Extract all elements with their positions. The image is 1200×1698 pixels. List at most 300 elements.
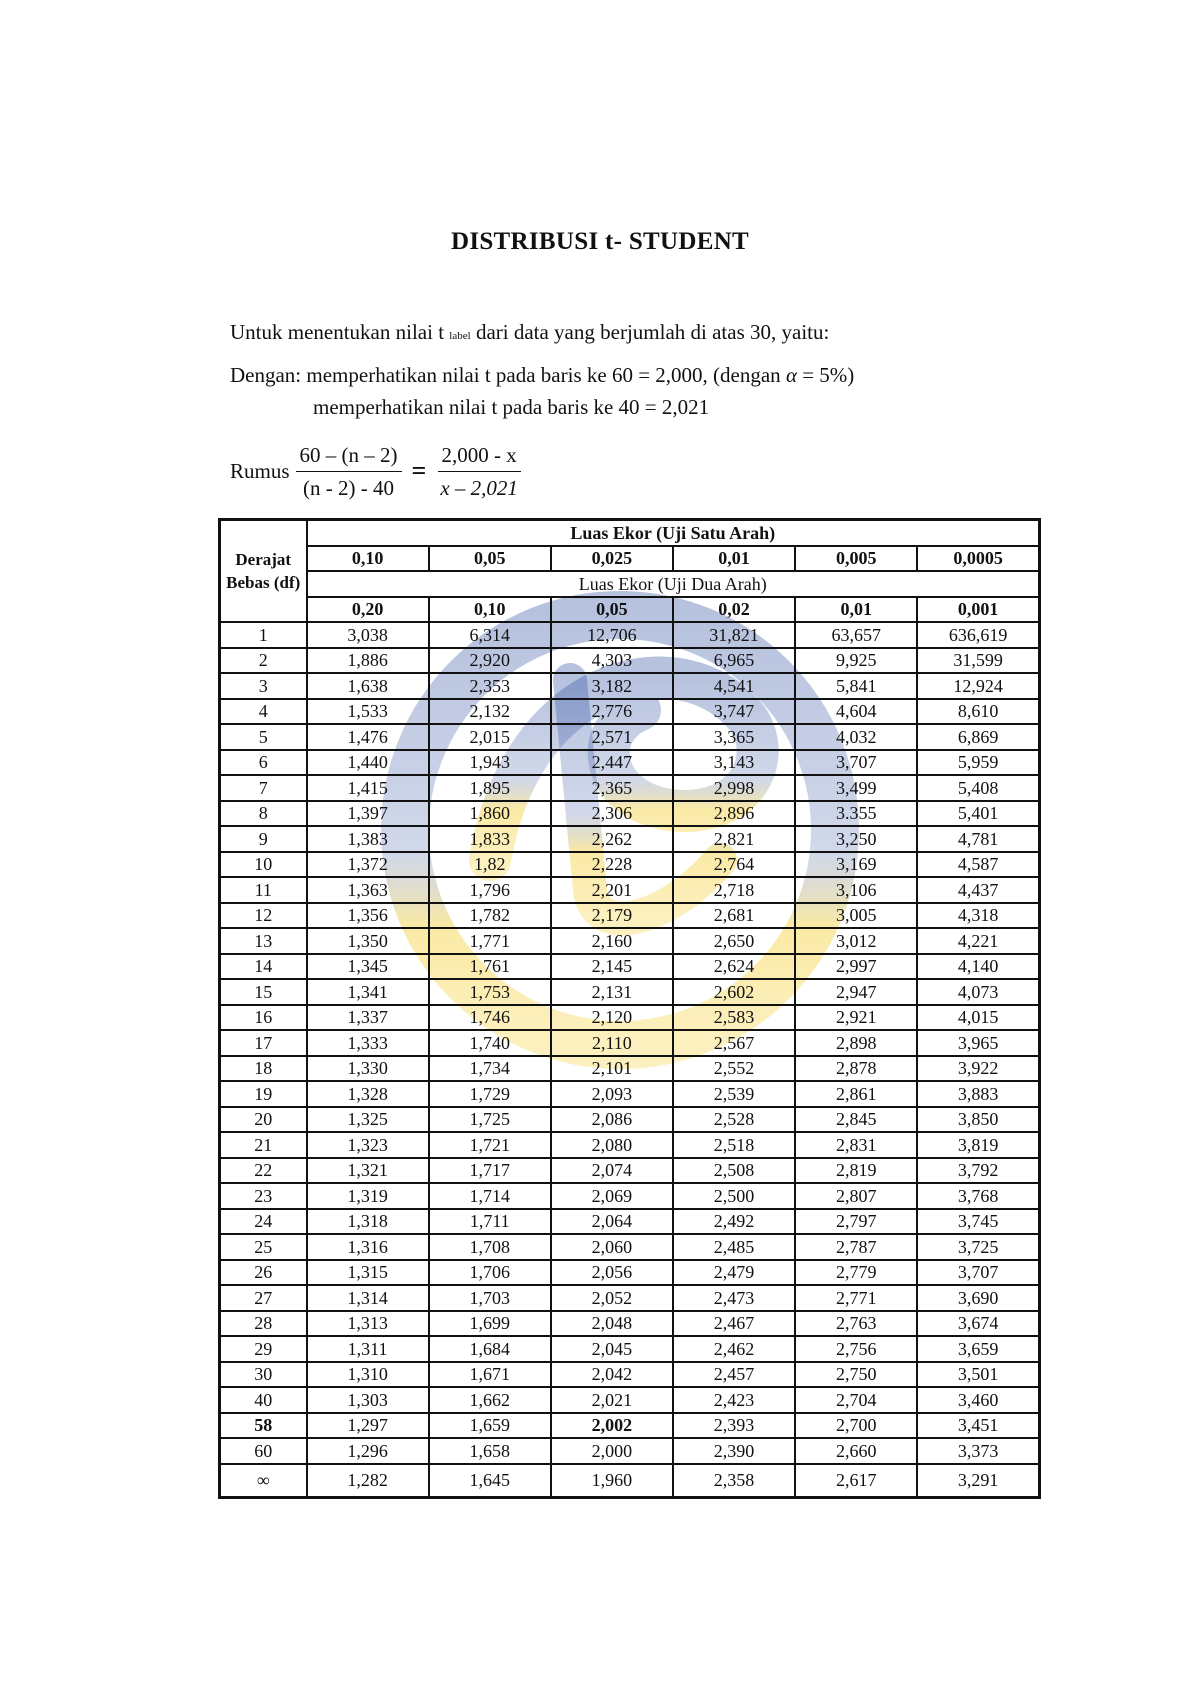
two-tail-alpha: 0,001 [917, 597, 1039, 623]
t-value-cell: 2,069 [551, 1183, 673, 1209]
t-value-cell: 2,552 [673, 1056, 795, 1082]
two-tail-alpha: 0,20 [307, 597, 429, 623]
formula-left-fraction [296, 442, 402, 501]
t-value-cell: 1,325 [307, 1107, 429, 1133]
t-value-cell: 2,997 [795, 954, 917, 980]
table-row [220, 724, 1040, 750]
header-row-one-tail-label [220, 520, 1040, 546]
t-value-cell: 1,753 [429, 979, 551, 1005]
formula-right-fraction [436, 442, 522, 501]
t-value-cell: 1,662 [429, 1387, 551, 1413]
t-value-cell: 4,140 [917, 954, 1039, 980]
t-value-cell: 2,353 [429, 673, 551, 699]
df-cell: 26 [220, 1260, 307, 1286]
t-value-cell: 3,768 [917, 1183, 1039, 1209]
df-cell: 22 [220, 1158, 307, 1184]
t-value-cell: 2,756 [795, 1336, 917, 1362]
t-value-cell: 2,681 [673, 903, 795, 929]
t-value-cell: 2,015 [429, 724, 551, 750]
df-cell: 2 [220, 648, 307, 674]
intro-line-1-pre: Untuk menentukan nilai t [230, 320, 450, 344]
t-value-cell: 2,528 [673, 1107, 795, 1133]
t-value-cell: 1,323 [307, 1132, 429, 1158]
t-value-cell: 1,315 [307, 1260, 429, 1286]
one-tail-alpha: 0,025 [551, 546, 673, 572]
t-distribution-table [218, 518, 1041, 1499]
t-value-cell: 2,518 [673, 1132, 795, 1158]
t-value-cell: 1,313 [307, 1311, 429, 1337]
t-value-cell: 2,624 [673, 954, 795, 980]
t-value-cell: 2,764 [673, 852, 795, 878]
table-row [220, 1464, 1040, 1498]
t-value-cell: 4,604 [795, 699, 917, 725]
t-value-cell: 2,160 [551, 928, 673, 954]
t-value-cell: 2,060 [551, 1234, 673, 1260]
t-value-cell: 3,883 [917, 1081, 1039, 1107]
t-value-cell: 1,659 [429, 1413, 551, 1439]
t-value-cell: 1,282 [307, 1464, 429, 1498]
t-value-cell: 5,401 [917, 801, 1039, 827]
t-value-cell: 5,959 [917, 750, 1039, 776]
one-tail-alpha: 0,005 [795, 546, 917, 572]
t-value-cell: 2,052 [551, 1285, 673, 1311]
t-value-cell: 3,012 [795, 928, 917, 954]
intro-line-2-post: = 5%) [796, 363, 855, 387]
table-row [220, 1209, 1040, 1235]
t-value-cell: 3.355 [795, 801, 917, 827]
t-value-cell: 1,711 [429, 1209, 551, 1235]
t-value-cell: 1,645 [429, 1464, 551, 1498]
df-cell: 23 [220, 1183, 307, 1209]
df-cell: 9 [220, 826, 307, 852]
t-value-cell: 2,120 [551, 1005, 673, 1031]
t-value-cell: 2,110 [551, 1030, 673, 1056]
t-value-cell: 2,042 [551, 1362, 673, 1388]
t-value-cell: 3,460 [917, 1387, 1039, 1413]
t-value-cell: 3,690 [917, 1285, 1039, 1311]
t-value-cell: 1,333 [307, 1030, 429, 1056]
t-value-cell: 3,250 [795, 826, 917, 852]
corner-header: Derajat Bebas (df) [220, 520, 307, 623]
table-row [220, 954, 1040, 980]
table-row [220, 1158, 1040, 1184]
t-value-cell: 3,005 [795, 903, 917, 929]
t-value-cell: 3,451 [917, 1413, 1039, 1439]
df-cell: 18 [220, 1056, 307, 1082]
t-value-cell: 1,886 [307, 648, 429, 674]
df-cell: 19 [220, 1081, 307, 1107]
t-value-cell: 2,831 [795, 1132, 917, 1158]
t-value-cell: 12,706 [551, 622, 673, 648]
t-value-cell: 2,861 [795, 1081, 917, 1107]
t-value-cell: 2,845 [795, 1107, 917, 1133]
table-row [220, 1260, 1040, 1286]
formula [230, 436, 528, 506]
df-cell: 4 [220, 699, 307, 725]
table-row [220, 928, 1040, 954]
t-value-cell: 2,179 [551, 903, 673, 929]
t-value-cell: 6,869 [917, 724, 1039, 750]
intro-line-3: memperhatikan nilai t pada baris ke 40 = 2,021 [313, 395, 710, 419]
df-cell: 3 [220, 673, 307, 699]
df-cell: 1 [220, 622, 307, 648]
t-value-cell: 4,437 [917, 877, 1039, 903]
intro-line-2 [230, 363, 854, 388]
t-value-cell: 2,131 [551, 979, 673, 1005]
t-value-cell: 2,358 [673, 1464, 795, 1498]
table-row [220, 1234, 1040, 1260]
formula-equals: = [411, 456, 427, 485]
two-tail-alpha: 0,05 [551, 597, 673, 623]
df-cell: 25 [220, 1234, 307, 1260]
t-value-cell: 3,674 [917, 1311, 1039, 1337]
t-value-cell: 1,721 [429, 1132, 551, 1158]
t-value-cell: 4,318 [917, 903, 1039, 929]
t-value-cell: 2,898 [795, 1030, 917, 1056]
t-value-cell: 4,587 [917, 852, 1039, 878]
table-row [220, 826, 1040, 852]
t-value-cell: 3,747 [673, 699, 795, 725]
t-value-cell: 1,82 [429, 852, 551, 878]
t-value-cell: 2,002 [551, 1413, 673, 1439]
t-value-cell: 2,145 [551, 954, 673, 980]
t-value-cell: 2,763 [795, 1311, 917, 1337]
t-value-cell: 1,717 [429, 1158, 551, 1184]
t-value-cell: 1,310 [307, 1362, 429, 1388]
two-tail-alpha: 0,01 [795, 597, 917, 623]
t-value-cell: 1,684 [429, 1336, 551, 1362]
df-cell: 27 [220, 1285, 307, 1311]
t-value-cell: 2,467 [673, 1311, 795, 1337]
t-value-cell: 2,080 [551, 1132, 673, 1158]
t-value-cell: 1,314 [307, 1285, 429, 1311]
df-cell: 8 [220, 801, 307, 827]
table-row [220, 1056, 1040, 1082]
table-row [220, 1362, 1040, 1388]
t-value-cell: 3,182 [551, 673, 673, 699]
t-value-cell: 1,318 [307, 1209, 429, 1235]
t-value-cell: 3,707 [917, 1260, 1039, 1286]
table-body [220, 622, 1040, 1497]
t-value-cell: 4,221 [917, 928, 1039, 954]
t-value-cell: 4,032 [795, 724, 917, 750]
t-value-cell: 6,965 [673, 648, 795, 674]
t-value-cell: 2,567 [673, 1030, 795, 1056]
intro-line-1 [230, 320, 829, 345]
table-row [220, 903, 1040, 929]
t-value-cell: 2,000 [551, 1438, 673, 1464]
t-value-cell: 2,500 [673, 1183, 795, 1209]
t-value-cell: 2,306 [551, 801, 673, 827]
t-value-cell: 1,319 [307, 1183, 429, 1209]
t-value-cell: 3,819 [917, 1132, 1039, 1158]
table-row [220, 1030, 1040, 1056]
t-value-cell: 1,699 [429, 1311, 551, 1337]
t-value-cell: 2,700 [795, 1413, 917, 1439]
df-cell: 17 [220, 1030, 307, 1056]
t-value-cell: 2,479 [673, 1260, 795, 1286]
formula-right-denominator: x – 2,021 [440, 475, 518, 500]
t-value-cell: 2,064 [551, 1209, 673, 1235]
t-value-cell: 2,771 [795, 1285, 917, 1311]
t-value-cell: 63,657 [795, 622, 917, 648]
t-value-cell: 1,341 [307, 979, 429, 1005]
t-value-cell: 4,073 [917, 979, 1039, 1005]
t-value-cell: 2,048 [551, 1311, 673, 1337]
t-value-cell: 3,106 [795, 877, 917, 903]
t-value-cell: 1,303 [307, 1387, 429, 1413]
t-value-cell: 2,704 [795, 1387, 917, 1413]
t-value-cell: 4,541 [673, 673, 795, 699]
t-value-cell: 2,262 [551, 826, 673, 852]
t-value-cell: 2,228 [551, 852, 673, 878]
t-value-cell: 1,740 [429, 1030, 551, 1056]
table-row [220, 1107, 1040, 1133]
t-value-cell: 2,508 [673, 1158, 795, 1184]
t-value-cell: 2,473 [673, 1285, 795, 1311]
t-value-cell: 3,850 [917, 1107, 1039, 1133]
t-value-cell: 1,311 [307, 1336, 429, 1362]
t-value-cell: 9,925 [795, 648, 917, 674]
t-value-cell: 1,860 [429, 801, 551, 827]
table-row [220, 1005, 1040, 1031]
formula-label: Rumus [230, 458, 290, 483]
t-value-cell: 2,776 [551, 699, 673, 725]
t-value-cell: 1,746 [429, 1005, 551, 1031]
df-cell: 14 [220, 954, 307, 980]
t-value-cell: 1,960 [551, 1464, 673, 1498]
df-cell: 60 [220, 1438, 307, 1464]
table-row [220, 1387, 1040, 1413]
t-value-cell: 2,201 [551, 877, 673, 903]
t-value-cell: 3,707 [795, 750, 917, 776]
t-value-cell: 2,423 [673, 1387, 795, 1413]
t-value-cell: 3,659 [917, 1336, 1039, 1362]
t-value-cell: 2,074 [551, 1158, 673, 1184]
t-value-cell: 2,485 [673, 1234, 795, 1260]
t-value-cell: 1,771 [429, 928, 551, 954]
t-value-cell: 4,781 [917, 826, 1039, 852]
intro-line-2-pre: Dengan: memperhatikan nilai t pada baris ke 60 = 2,000, (dengan [230, 363, 786, 387]
t-value-cell: 2,819 [795, 1158, 917, 1184]
table-row [220, 622, 1040, 648]
df-cell: 5 [220, 724, 307, 750]
table-row [220, 1081, 1040, 1107]
table-row [220, 1438, 1040, 1464]
t-value-cell: 2,920 [429, 648, 551, 674]
two-tail-alpha: 0,10 [429, 597, 551, 623]
t-value-cell: 2,462 [673, 1336, 795, 1362]
t-value-cell: 2,998 [673, 775, 795, 801]
t-value-cell: 1,372 [307, 852, 429, 878]
t-value-cell: 2,086 [551, 1107, 673, 1133]
df-cell: 24 [220, 1209, 307, 1235]
t-value-cell: 5,408 [917, 775, 1039, 801]
t-value-cell: 8,610 [917, 699, 1039, 725]
t-value-cell: 2,896 [673, 801, 795, 827]
t-value-cell: 2,797 [795, 1209, 917, 1235]
t-value-cell: 2,447 [551, 750, 673, 776]
df-cell: 7 [220, 775, 307, 801]
df-cell: 20 [220, 1107, 307, 1133]
header-row-two-tail [220, 597, 1040, 623]
table-row [220, 775, 1040, 801]
df-cell: 6 [220, 750, 307, 776]
df-cell: 58 [220, 1413, 307, 1439]
t-value-cell: 2,750 [795, 1362, 917, 1388]
t-value-cell: 1,638 [307, 673, 429, 699]
t-value-cell: 3,922 [917, 1056, 1039, 1082]
t-value-cell: 2,045 [551, 1336, 673, 1362]
t-value-cell: 2,787 [795, 1234, 917, 1260]
header-row-one-tail [220, 546, 1040, 572]
t-value-cell: 1,383 [307, 826, 429, 852]
t-value-cell: 636,619 [917, 622, 1039, 648]
t-value-cell: 1,440 [307, 750, 429, 776]
df-cell: 40 [220, 1387, 307, 1413]
page-title: DISTRIBUSI t- STUDENT [450, 228, 750, 255]
t-value-cell: 31,599 [917, 648, 1039, 674]
t-value-cell: 2,390 [673, 1438, 795, 1464]
table-row [220, 801, 1040, 827]
t-value-cell: 4,015 [917, 1005, 1039, 1031]
t-value-cell: 2,457 [673, 1362, 795, 1388]
t-value-cell: 1,796 [429, 877, 551, 903]
t-value-cell: 1,895 [429, 775, 551, 801]
t-value-cell: 1,725 [429, 1107, 551, 1133]
table-row [220, 750, 1040, 776]
t-value-cell: 1,316 [307, 1234, 429, 1260]
table-row [220, 699, 1040, 725]
header-row-two-tail-label [220, 571, 1040, 597]
one-tail-alpha: 0,0005 [917, 546, 1039, 572]
t-value-cell: 1,476 [307, 724, 429, 750]
two-tail-alpha: 0,02 [673, 597, 795, 623]
t-value-cell: 3,792 [917, 1158, 1039, 1184]
one-tail-alpha: 0,10 [307, 546, 429, 572]
intro-subscript: label [449, 330, 471, 342]
t-value-cell: 1,734 [429, 1056, 551, 1082]
t-value-cell: 2,101 [551, 1056, 673, 1082]
t-value-cell: 1,337 [307, 1005, 429, 1031]
t-value-cell: 2,947 [795, 979, 917, 1005]
t-value-cell: 3,143 [673, 750, 795, 776]
df-cell: 28 [220, 1311, 307, 1337]
formula-left-denominator: (n - 2) - 40 [303, 475, 394, 500]
t-value-cell: 1,706 [429, 1260, 551, 1286]
t-value-cell: 1,345 [307, 954, 429, 980]
t-value-cell: 3,499 [795, 775, 917, 801]
df-cell: 11 [220, 877, 307, 903]
t-value-cell: 2,056 [551, 1260, 673, 1286]
t-value-cell: 1,782 [429, 903, 551, 929]
t-value-cell: 2,093 [551, 1081, 673, 1107]
t-value-cell: 3,169 [795, 852, 917, 878]
df-cell: 15 [220, 979, 307, 1005]
alpha-symbol: α [785, 363, 797, 387]
t-value-cell: 6,314 [429, 622, 551, 648]
t-value-cell: 1,533 [307, 699, 429, 725]
t-value-cell: 1,671 [429, 1362, 551, 1388]
t-value-cell: 2,878 [795, 1056, 917, 1082]
one-tail-alpha: 0,01 [673, 546, 795, 572]
t-value-cell: 2,650 [673, 928, 795, 954]
table-row [220, 877, 1040, 903]
t-value-cell: 1,356 [307, 903, 429, 929]
t-value-cell: 1,833 [429, 826, 551, 852]
t-value-cell: 1,350 [307, 928, 429, 954]
t-value-cell: 1,943 [429, 750, 551, 776]
table-row [220, 1183, 1040, 1209]
t-value-cell: 2,921 [795, 1005, 917, 1031]
df-cell: 12 [220, 903, 307, 929]
t-value-cell: 1,321 [307, 1158, 429, 1184]
t-value-cell: 2,779 [795, 1260, 917, 1286]
t-value-cell: 1,714 [429, 1183, 551, 1209]
t-value-cell: 2,132 [429, 699, 551, 725]
t-value-cell: 1,761 [429, 954, 551, 980]
t-value-cell: 2,539 [673, 1081, 795, 1107]
df-cell: 21 [220, 1132, 307, 1158]
df-cell: 10 [220, 852, 307, 878]
t-value-cell: 1,363 [307, 877, 429, 903]
t-value-cell: 1,708 [429, 1234, 551, 1260]
table-row [220, 1311, 1040, 1337]
t-value-cell: 1,729 [429, 1081, 551, 1107]
table-row [220, 979, 1040, 1005]
df-cell: 29 [220, 1336, 307, 1362]
t-value-cell: 12,924 [917, 673, 1039, 699]
t-value-cell: 1,297 [307, 1413, 429, 1439]
formula-left-numerator: 60 – (n – 2) [296, 442, 402, 472]
df-cell: 16 [220, 1005, 307, 1031]
t-value-cell: 2,602 [673, 979, 795, 1005]
t-value-cell: 2,365 [551, 775, 673, 801]
table-row [220, 1285, 1040, 1311]
formula-right-numerator: 2,000 - x [438, 442, 521, 472]
table-row [220, 673, 1040, 699]
t-value-cell: 3,038 [307, 622, 429, 648]
t-value-cell: 3,725 [917, 1234, 1039, 1260]
table-row [220, 852, 1040, 878]
two-tail-label: Luas Ekor (Uji Dua Arah) [307, 571, 1040, 597]
t-value-cell: 3,373 [917, 1438, 1039, 1464]
t-value-cell: 2,660 [795, 1438, 917, 1464]
table-row [220, 1336, 1040, 1362]
t-value-cell: 1,328 [307, 1081, 429, 1107]
table-row [220, 1132, 1040, 1158]
t-value-cell: 1,397 [307, 801, 429, 827]
t-value-cell: 2,393 [673, 1413, 795, 1439]
df-cell: ∞ [220, 1464, 307, 1498]
t-value-cell: 3,365 [673, 724, 795, 750]
t-value-cell: 4,303 [551, 648, 673, 674]
one-tail-alpha: 0,05 [429, 546, 551, 572]
t-value-cell: 2,807 [795, 1183, 917, 1209]
intro-line-1-post: dari data yang berjumlah di atas 30, yaitu: [470, 320, 830, 344]
t-value-cell: 1,658 [429, 1438, 551, 1464]
t-value-cell: 3,965 [917, 1030, 1039, 1056]
df-cell: 30 [220, 1362, 307, 1388]
t-value-cell: 1,296 [307, 1438, 429, 1464]
t-value-cell: 5,841 [795, 673, 917, 699]
t-value-cell: 2,021 [551, 1387, 673, 1413]
t-value-cell: 2,583 [673, 1005, 795, 1031]
t-value-cell: 2,492 [673, 1209, 795, 1235]
t-value-cell: 31,821 [673, 622, 795, 648]
df-cell: 13 [220, 928, 307, 954]
t-value-cell: 3,501 [917, 1362, 1039, 1388]
